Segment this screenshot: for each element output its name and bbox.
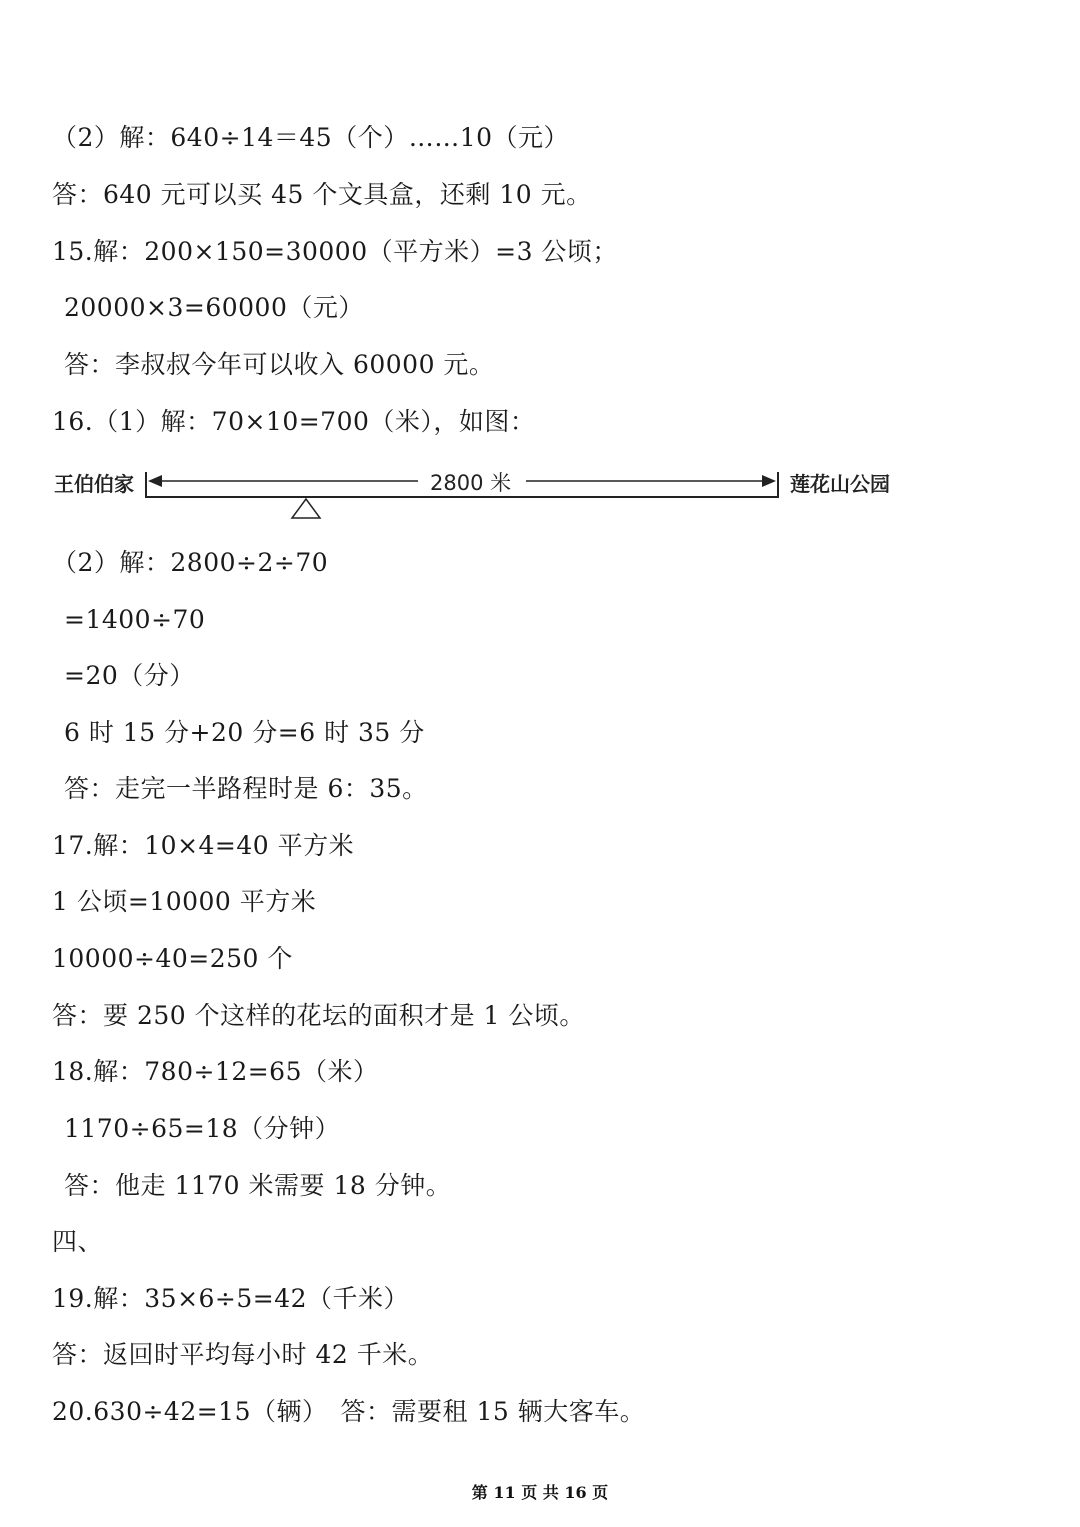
text-line-4: 20000×3=60000（元） bbox=[64, 293, 364, 322]
text-line-5: 答：李叔叔今年可以收入 60000 元。 bbox=[64, 350, 495, 379]
text-line-18: 答：他走 1170 米需要 18 分钟。 bbox=[64, 1171, 452, 1200]
diagram-right-arrowhead bbox=[762, 475, 776, 487]
text-line-16: 18.解：780÷12=65（米） bbox=[52, 1057, 379, 1086]
page-footer: 第 11 页 共 16 页 bbox=[471, 1483, 609, 1502]
diagram-left-arrowhead bbox=[148, 475, 162, 487]
text-line-11: 答：走完一半路程时是 6：35。 bbox=[64, 774, 428, 803]
diagram-left-label: 王伯伯家 bbox=[54, 472, 134, 496]
text-line-14: 10000÷40=250 个 bbox=[52, 944, 293, 973]
text-line-17: 1170÷65=18（分钟） bbox=[64, 1114, 341, 1143]
diagram-graphics bbox=[50, 462, 910, 524]
diagram-triangle-marker bbox=[292, 499, 320, 518]
text-line-1: （2）解：640÷14＝45（个）……10（元） bbox=[52, 123, 570, 152]
distance-diagram bbox=[50, 462, 910, 524]
text-line-6: 16.（1）解：70×10=700（米），如图： bbox=[52, 407, 536, 436]
text-line-9: =20（分） bbox=[64, 661, 195, 690]
text-line-13: 1 公顷=10000 平方米 bbox=[52, 887, 317, 916]
text-line-7: （2）解：2800÷2÷70 bbox=[52, 548, 329, 577]
text-line-19: 四、 bbox=[52, 1227, 104, 1256]
text-line-21: 答：返回时平均每小时 42 千米。 bbox=[52, 1340, 434, 1369]
text-line-2: 答：640 元可以买 45 个文具盒，还剩 10 元。 bbox=[52, 180, 592, 209]
text-line-8: =1400÷70 bbox=[64, 605, 206, 634]
text-line-15: 答：要 250 个这样的花坛的面积才是 1 公顷。 bbox=[52, 1001, 585, 1030]
diagram-distance-label: 2800 米 bbox=[430, 471, 512, 495]
text-line-12: 17.解：10×4=40 平方米 bbox=[52, 831, 355, 860]
diagram-right-label: 莲花山公园 bbox=[790, 472, 890, 496]
text-line-10: 6 时 15 分+20 分=6 时 35 分 bbox=[64, 718, 425, 747]
text-line-22: 20.630÷42=15（辆） 答：需要租 15 辆大客车。 bbox=[52, 1397, 646, 1426]
text-line-3: 15.解：200×150=30000（平方米）=3 公顷； bbox=[52, 237, 618, 266]
text-line-20: 19.解：35×6÷5=42（千米） bbox=[52, 1284, 410, 1313]
